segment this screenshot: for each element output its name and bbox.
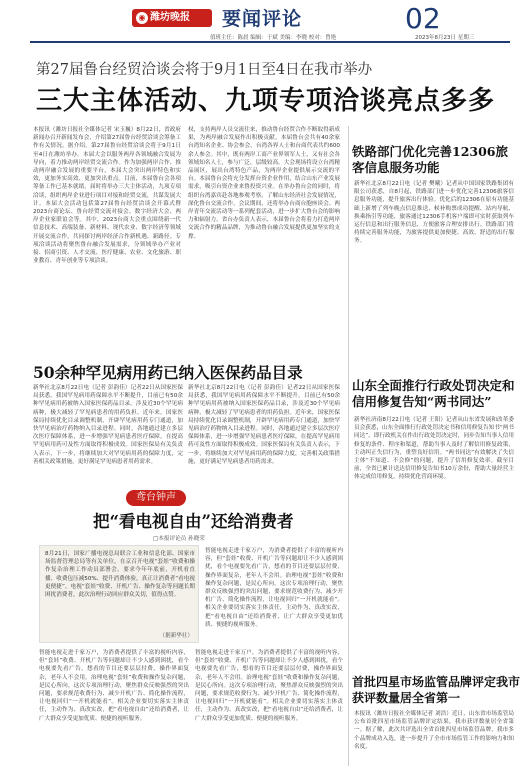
commentary-section (33, 485, 345, 775)
editors-line: 值班主任：陈晨 编辑：于斌 美编：李晓 校对：曾艳 (210, 35, 337, 41)
lead-body-mid: 权，支持两岸人员交流往来，推动鲁台经贸合作不断取得新成果，为两岸融合发展作出积极贡献。本届鲁台会共有40余家台湾知名企业、协会参会，台湾各界人士和台商代表共约600余人参会。其中，既有两岸工商产业界领军人士，又有社会各领域知名人士，参与广泛、层级较高。大会现场将设立台湾精品展区，展出台湾特色产品，为两岸企业提供展示交流的平台。本届鲁台会将充分发挥台资企业作用，结合山东产业发展需求，吸引台资企业来鲁投资兴业。在举办鲁台会的同时，将组织台湾嘉宾赴各地参观考察，了解山东经济社会发展情况，深化鲁台交流合作。会议期间，还将举办台商台胞座谈会、两岸青年交流活动等一系列配套活动，进一步扩大鲁台会的影响力和辐射力。省台办负责人表示，本届鲁台会将着力打造两岸交流合作的精品品牌，为推动鲁台融合发展提供更加坚实的支撑。 (188, 127, 340, 240)
logo-mark-icon: ◉ (136, 12, 148, 24)
lead-subtitle: 第27届鲁台经贸洽谈会将于9月1日至4日在我市举办 (36, 62, 373, 78)
commentary-summary-box (39, 545, 199, 643)
credit-headline: 山东全面推行行政处罚决定和信用修复告知“两书同达” (352, 378, 515, 409)
commentary-byline: □本报评论员 孙晓荣 (153, 536, 205, 542)
newspaper-logo (132, 9, 212, 27)
commentary-headline: 把“看电视自由”还给消费者 (93, 512, 294, 531)
market-body: 本报讯（潍坊日报社全媒体记者 刘浩）近日，山东省市场监管局公布首批四星市场监管品牌评定结果，我市获评数量居全省第一。据了解，此次共评选出全省首批四星市场监管品牌，我市多个品牌成功入选，进一步提升了全市市场监管工作的影响力和知名度。 (354, 711, 514, 750)
summary-source: （据新华社） (159, 633, 193, 639)
logo-text: 潍坊晚报 (150, 12, 190, 23)
rail-headline: 铁路部门优化完善12306旅客信息服务功能 (352, 144, 508, 175)
issue-date: 2023年8月23日 星期三 (415, 35, 475, 41)
page-number: 02 (405, 2, 441, 35)
lead-body-left: 本报讯（潍坊日报社全媒体记者 宋玉巍）8月22日，省政府新闻办召开新闻发布会，介绍第27届鲁台经贸洽谈会筹备工作有关情况。据介绍，第27届鲁台经贸洽谈会将于9月1日至4日在潍坊举办。本届大会以服务两岸各领域融合发展为导向，着力推动两岸经贸交流合作。作为加强两岸合作、推动两岸融合发展的重要平台，本届大会突出两岸特色和实效，更加务实高效、更加突出重点。目前，本届鲁台会各项筹备工作已基本就绪，届时将举办三大主体活动，九项专项洽谈，组织两岸企业进行项目对接和经贸交流，共谋发展大计。本届大会活动包括第27届鲁台经贸洽谈会开幕式暨2023台商论坛、鲁台经贸交流对接会、数字经济大会、两岸企业家联谊会等。其中，2023台商大会重点围绕新一代信息技术、高端装备、新材料、现代农业、数字经济等领域开展交流合作，共同探讨两岸经济合作新机遇、新路径。专项洽谈活动将聚焦鲁台融合发展需求，分领域举办产业对接、招商引资、人才交流、医疗健康、农业、文化旅游、职业教育、青年创业等专项洽谈。 (33, 127, 181, 265)
credit-body: 新华社济南8月22日电（记者 王阳）记者从山东省发展和改革委员会获悉，山东全面推行行政处罚决定书和信用修复告知书“两书同达”，即行政机关在作出行政处罚决定时，同步告知当事人信用修复的条件、程序和渠道，帮助当事人及时了解信用修复政策，主动纠正失信行为，重塑良好信用。“两书同达”有效解决了失信主体“不知道、不会修”的问题，提升了信用修复效率。截至目前，全省已累计送达信用修复告知书10万余份，帮助大量经营主体完成信用修复，持续优化营商环境。 (354, 417, 514, 481)
commentary-summary: 8月21日，国家广播电视总局联合工业和信息化部、国家市场监督管理总局等有关单位，在京召开电视“套娃”收费和操作复杂治理工作动员部署会。要求今年年底前，开机看直播、收费包压减50%、提升消费体验，真正让消费者“看电视更便捷”。电视“套娃”收费、开机广告、操作复杂等问题长期困扰消费者，此次治理行动回应群众关切，值得点赞。 (45, 551, 195, 599)
commentary-body-right: 智能电视走进千家万户，为消费者提供了丰富的视听内容，但“套娃”收费、开机广告等问题却让不少人感到困扰，看个电视要先看广告，想看的节目还要层层付费，操作界面复杂，老年人不会用。治理电视“套娃”收费和操作复杂问题，是民心所向。这次专项治理行动，聚焦群众反映强烈的突出问题，要求规范收费行为、减少开机广告、简化操作流程，让电视回归“一开机就能看”。相关企业要切实落实主体责任，主动作为、真改实改，把“看电视自由”还给消费者，让广大群众享受更加优质、便捷的视听服务。 (195, 650, 343, 722)
rail-body: 新华社北京8月22日电（记者 樊曦）记者从中国国家铁路集团有限公司获悉，自8月起，铁路部门进一步优化完善12306旅客信息服务功能，提升旅客出行体验。优化后的12306在原有功能基础上新增了列车晚点信息推送、候补购票成功提醒、站内导航、换乘指引等功能，旅客通过12306手机客户端即可实时获取列车运行信息和出行服务信息，方便旅客合理安排出行。铁路部门将持续完善服务功能，为旅客提供更加便捷、高效、舒适的出行服务。 (354, 181, 514, 245)
market-headline: 首批四星市场监管品牌评定我市获评数量居全省第一 (352, 675, 521, 705)
masthead (0, 0, 530, 42)
commentary-body-left: 智能电视走进千家万户，为消费者提供了丰富的视听内容，但“套娃”收费、开机广告等问题却让不少人感到困扰，看个电视要先看广告，想看的节目还要层层付费，操作界面复杂，老年人不会用。治理电视“套娃”收费和操作复杂问题，是民心所向。这次专项治理行动，聚焦群众反映强烈的突出问题，要求规范收费行为、减少开机广告、简化操作流程，让电视回归“一开机就能看”。相关企业要切实落实主体责任，主动作为、真改实改，把“看电视自由”还给消费者，让广大群众享受更加优质、便捷的视听服务。 (39, 650, 189, 722)
lead-headline: 三大主体活动、九项专项洽谈亮点多多 (36, 86, 496, 116)
drug-body-right: 新华社北京8月22日电（记者 彭韵佳）记者22日从国家医保局获悉，我国罕见病用药保障水平不断提升，目前已有50余种罕见病用药被纳入国家医保药品目录，涉及近30个罕见病病种，极大减轻了罕见病患者的用药负担。近年来，国家医保局持续优化目录调整机制，开辟罕见病用药专门通道，加快罕见病治疗药物纳入目录进程。同时，各地通过建立多层次医疗保障体系，进一步增强罕见病患者医疗保障，在提高罕见病用药可及性方面取得积极成效。国家医保局有关负责人表示，下一步，将继续加大对罕见病用药的保障力度，完善相关政策措施，更好满足罕见病患者用药需求。 (188, 385, 340, 465)
column-divider (348, 126, 349, 766)
drug-body-left: 新华社北京8月22日电（记者 彭韵佳）记者22日从国家医保局获悉，我国罕见病用药保障水平不断提升，目前已有50余种罕见病用药被纳入国家医保药品目录，涉及近30个罕见病病种，极大减轻了罕见病患者的用药负担。近年来，国家医保局持续优化目录调整机制，开辟罕见病用药专门通道，加快罕见病治疗药物纳入目录进程。同时，各地通过建立多层次医疗保障体系，进一步增强罕见病患者医疗保障，在提高罕见病用药可及性方面取得积极成效。国家医保局有关负责人表示，下一步，将继续加大对罕见病用药的保障力度，完善相关政策措施，更好满足罕见病患者用药需求。 (33, 385, 183, 465)
commentary-body-top: 智能电视走进千家万户，为消费者提供了丰富的视听内容，但“套娃”收费、开机广告等问题却让不少人感到困扰，看个电视要先看广告，想看的节目还要层层付费，操作界面复杂，老年人不会用。治理电视“套娃”收费和操作复杂问题，是民心所向。这次专项治理行动，聚焦群众反映强烈的突出问题，要求规范收费行为、减少开机广告、简化操作流程，让电视回归“一开机就能看”。相关企业要切实落实主体责任，主动作为、真改实改，把“看电视自由”还给消费者，让广大群众享受更加优质、便捷的视听服务。 (205, 548, 343, 628)
commentary-tag: 鸢台钟声 (126, 490, 186, 506)
section-name: 要闻评论 (222, 8, 303, 30)
drug-headline: 50余种罕见病用药已纳入医保药品目录 (33, 363, 303, 382)
masthead-rule (30, 41, 510, 43)
